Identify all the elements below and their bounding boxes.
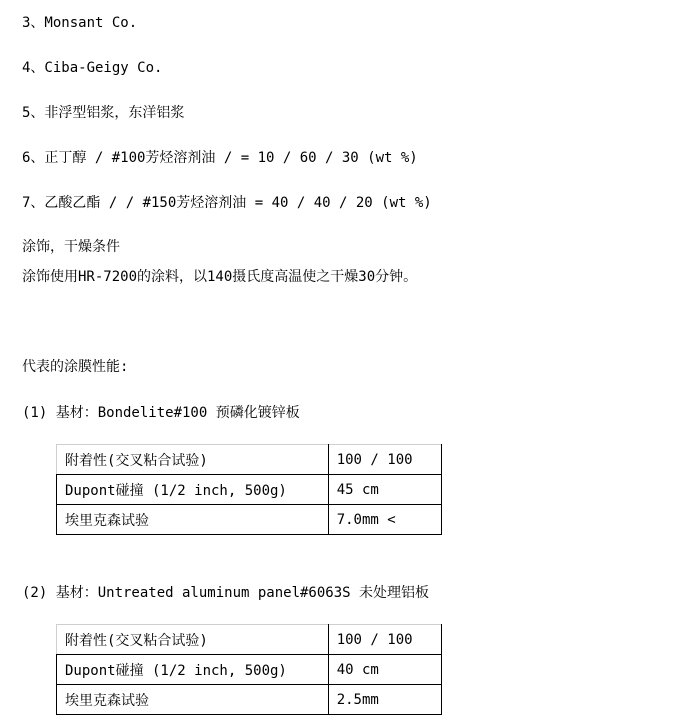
note-4: 4、Ciba-Geigy Co. xyxy=(22,60,163,76)
note-6: 6、正丁醇 / #100芳烃溶剂油 / = 10 / 60 / 30 (wt %) xyxy=(22,150,418,166)
substrate-1-title: (1) 基材：Bondelite#100 预磷化镀锌板 xyxy=(22,405,300,421)
table-row xyxy=(57,445,442,475)
performance-heading: 代表的涂膜性能: xyxy=(22,359,129,375)
substrate-2-title: (2) 基材：Untreated aluminum panel#6063S 未处理铝板 xyxy=(22,585,430,601)
property-value: 40 cm xyxy=(328,655,441,685)
property-value: 100 / 100 xyxy=(328,445,441,475)
property-label: 埃里克森试验 xyxy=(57,505,329,535)
substrate-1-table xyxy=(56,444,442,535)
substrate-2-table xyxy=(56,624,442,715)
coating-text: 涂饰使用HR-7200的涂料，以140摄氏度高温使之干燥30分钟。 xyxy=(22,269,418,285)
property-label: Dupont碰撞 (1/2 inch, 500g) xyxy=(57,655,329,685)
note-5: 5、非浮型铝浆，东洋铝浆 xyxy=(22,105,185,121)
table-row xyxy=(57,505,442,535)
table-row xyxy=(57,625,442,655)
property-value: 100 / 100 xyxy=(328,625,441,655)
property-value: 7.0mm < xyxy=(328,505,441,535)
property-value: 2.5mm xyxy=(328,685,441,715)
coating-heading: 涂饰，干燥条件 xyxy=(22,239,120,255)
note-3: 3、Monsant Co. xyxy=(22,15,138,31)
property-label: Dupont碰撞 (1/2 inch, 500g) xyxy=(57,475,329,505)
property-value: 45 cm xyxy=(328,475,441,505)
table-row xyxy=(57,655,442,685)
property-label: 附着性(交叉粘合试验) xyxy=(57,625,329,655)
note-7: 7、乙酸乙酯 / / #150芳烃溶剂油 = 40 / 40 / 20 (wt %) xyxy=(22,195,432,211)
property-label: 附着性(交叉粘合试验) xyxy=(57,445,329,475)
table-row xyxy=(57,685,442,715)
property-label: 埃里克森试验 xyxy=(57,685,329,715)
table-row xyxy=(57,475,442,505)
